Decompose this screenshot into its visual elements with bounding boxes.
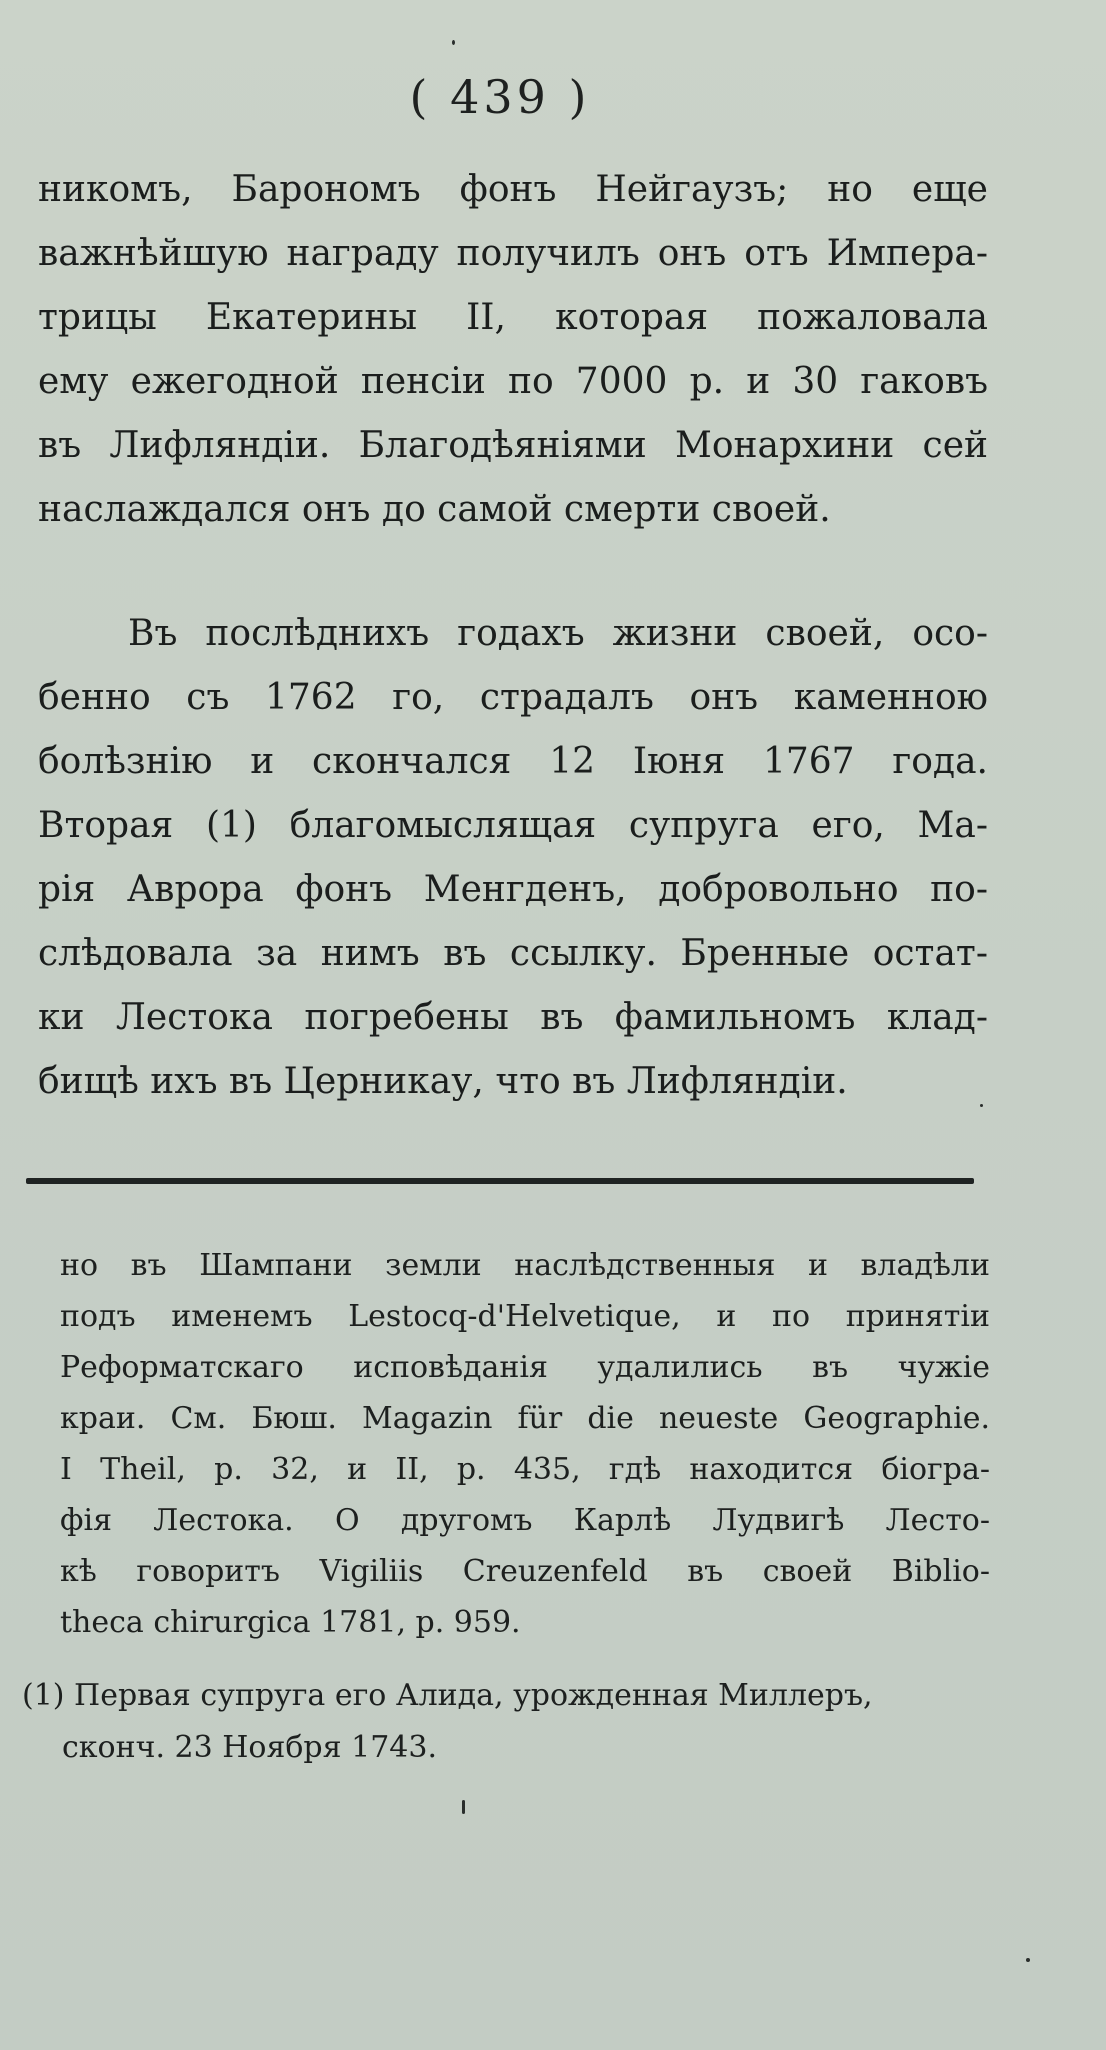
footnote-line: фія Лестока. О другомъ Карлѣ Лудвигѣ Лесто- — [60, 1503, 990, 1538]
text-line: бищѣ ихъ въ Церникау, что въ Лифляндіи. — [38, 1061, 848, 1102]
paper-speck — [1026, 1958, 1030, 1962]
paper-speck — [462, 1800, 465, 1814]
paragraph-1 — [38, 158, 988, 542]
text-line: Въ послѣднихъ годахъ жизни своей, осо- — [128, 613, 988, 654]
text-line: рія Аврора фонъ Менгденъ, добровольно по- — [38, 869, 988, 910]
text-line: болѣзнію и скончался 12 Іюня 1767 года. — [38, 741, 988, 782]
paper-speck — [452, 40, 455, 45]
footnote-line: theca chirurgica 1781, p. 959. — [60, 1605, 521, 1640]
footnote-line: краи. См. Бюш. Magazin für die neueste Geographie. — [60, 1401, 990, 1436]
paper-speck — [980, 1104, 983, 1107]
footnote-line: но въ Шампани земли наслѣдственныя и владѣли — [60, 1248, 990, 1283]
footnote-line: сконч. 23 Ноября 1743. — [62, 1730, 437, 1765]
text-line: никомъ, Барономъ фонъ Нейгаузъ; но еще — [38, 169, 988, 210]
paragraph-2 — [38, 602, 988, 1114]
footnote-line: кѣ говоритъ Vigiliis Creuzenfeld въ своей Biblio- — [60, 1554, 990, 1589]
footnote-line: подъ именемъ Lestocq-d'Helvetique, и по принятіи — [60, 1299, 990, 1334]
footnote-1 — [22, 1670, 992, 1774]
text-line: ему ежегодной пенсіи по 7000 р. и 30 гаковъ — [38, 361, 988, 402]
footnote-divider — [26, 1178, 974, 1184]
footnote-line: (1) Первая супруга его Алида, урожденная Миллеръ, — [22, 1678, 873, 1713]
footnote-continuation — [60, 1240, 990, 1648]
page-number: ( 439 ) — [409, 70, 591, 124]
text-line: трицы Екатерины II, которая пожаловала — [38, 297, 988, 338]
text-line: Вторая (1) благомыслящая супруга его, Ма- — [38, 805, 988, 846]
text-line: слѣдовала за нимъ въ ссылку. Бренные остат- — [38, 933, 988, 974]
text-line: важнѣйшую награду получилъ онъ отъ Импера- — [38, 233, 988, 274]
text-line: бенно съ 1762 го, страдалъ онъ каменною — [38, 677, 988, 718]
text-line: въ Лифляндіи. Благодѣяніями Монархини сей — [38, 425, 988, 466]
text-line: ки Лестока погребены въ фамильномъ клад- — [38, 997, 988, 1038]
footnote-line: I Theil, p. 32, и II, p. 435, гдѣ находится біогра- — [60, 1452, 990, 1487]
footnote-line: Реформатскаго исповѣданія удалились въ чужіе — [60, 1350, 990, 1385]
text-line: наслаждался онъ до самой смерти своей. — [38, 489, 831, 530]
